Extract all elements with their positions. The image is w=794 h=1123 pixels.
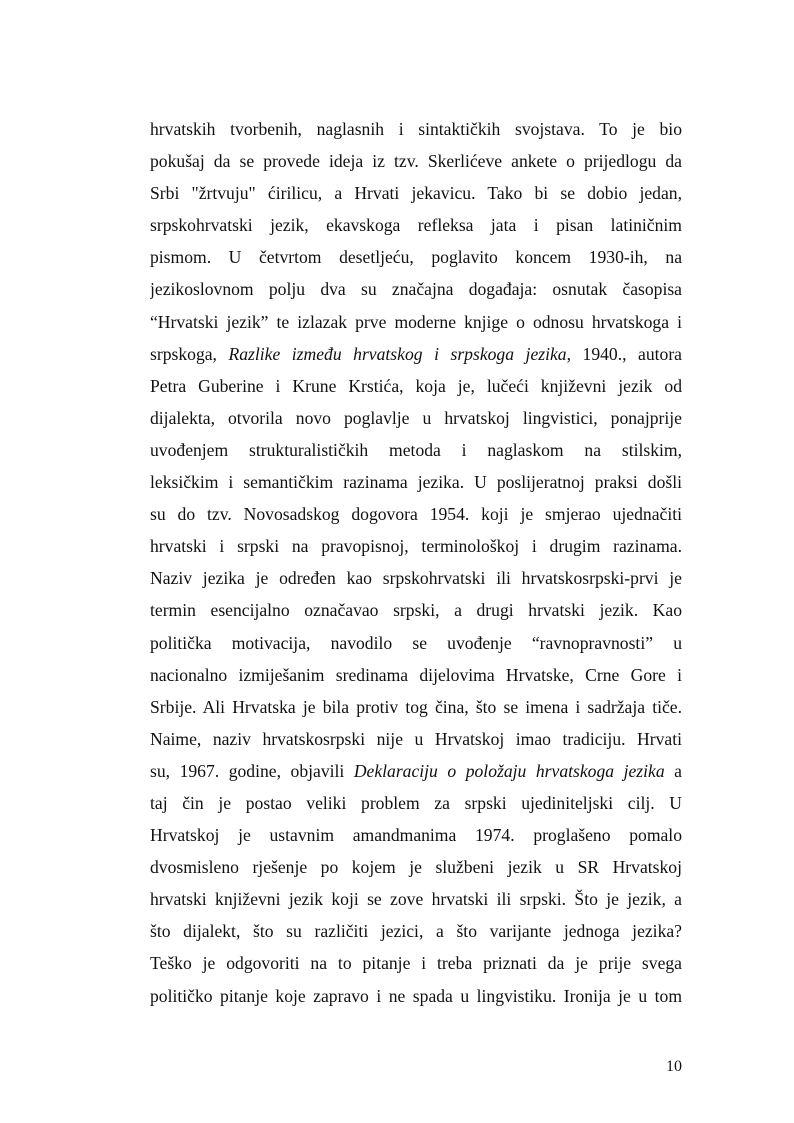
text-line bbox=[150, 434, 682, 466]
page-number: 10 bbox=[666, 1058, 682, 1075]
text-run: Naziv jezika je određen kao srpskohrvatski ili hrvatskosrpski-prvi je bbox=[150, 568, 682, 589]
text-run: političko pitanje koje zapravo i ne spada u lingvistiku. Ironija je u tom bbox=[150, 985, 682, 1006]
text-run: srpskoga, bbox=[150, 343, 229, 364]
text-run: Petra Guberine i Krune Krstića, koja je, lučeći književni jezik od bbox=[150, 375, 682, 396]
text-run: Hrvatskoj je ustavnim amandmanima 1974. proglašeno pomalo bbox=[150, 825, 682, 846]
text-run: hrvatski i srpski na pravopisnoj, terminološkoj i drugim razinama. bbox=[150, 536, 682, 557]
text-run: Srbi "žrtvuju" ćirilicu, a Hrvati jekavicu. Tako bi se dobio jedan, bbox=[150, 183, 682, 204]
text-run: Teško je odgovoriti na to pitanje i treba priznati da je prije svega bbox=[150, 953, 682, 974]
text-line bbox=[150, 980, 682, 1012]
text-line bbox=[150, 787, 682, 819]
text-run: Srbije. Ali Hrvatska je bila protiv tog čina, što se imena i sadržaja tiče. bbox=[150, 696, 682, 717]
text-line bbox=[150, 691, 682, 723]
text-line bbox=[150, 306, 682, 338]
text-run: leksičkim i semantičkim razinama jezika. U poslijeratnoj praksi došli bbox=[150, 472, 682, 493]
text-line bbox=[150, 273, 682, 305]
text-run: jezikoslovnom polju dva su značajna događaja: osnutak časopisa bbox=[150, 279, 682, 300]
text-run: hrvatski književni jezik koji se zove hrvatski ili srpski. Što je jezik, a bbox=[150, 889, 682, 910]
text-line bbox=[150, 466, 682, 498]
text-line bbox=[150, 883, 682, 915]
text-line bbox=[150, 947, 682, 979]
text-run: pismom. U četvrtom desetljeću, poglavito koncem 1930-ih, na bbox=[150, 247, 682, 268]
text-line bbox=[150, 627, 682, 659]
text-line bbox=[150, 209, 682, 241]
text-line bbox=[150, 113, 682, 145]
text-run: politička motivacija, navodilo se uvođenje “ravnopravnosti” u bbox=[150, 632, 682, 653]
text-run: , 1940., autora bbox=[566, 343, 682, 364]
text-line bbox=[150, 594, 682, 626]
text-run: nacionalno izmiješanim sredinama dijelovima Hrvatske, Crne Gore i bbox=[150, 664, 682, 685]
text-line bbox=[150, 915, 682, 947]
body-text bbox=[150, 113, 682, 1012]
text-run: dijalekta, otvorila novo poglavlje u hrvatskoj lingvistici, ponajprije bbox=[150, 407, 682, 428]
text-line bbox=[150, 338, 682, 370]
text-line bbox=[150, 241, 682, 273]
text-run: uvođenjem strukturalističkih metoda i naglaskom na stilskim, bbox=[150, 439, 682, 460]
text-line bbox=[150, 145, 682, 177]
text-run: Naime, naziv hrvatskosrpski nije u Hrvatskoj imao tradiciju. Hrvati bbox=[150, 728, 682, 749]
text-run: “Hrvatski jezik” te izlazak prve moderne knjige o odnosu hrvatskoga i bbox=[150, 311, 682, 332]
text-line bbox=[150, 851, 682, 883]
text-line bbox=[150, 819, 682, 851]
text-run: termin esencijalno označavao srpski, a drugi hrvatski jezik. Kao bbox=[150, 600, 682, 621]
text-run: što dijalekt, što su različiti jezici, a što varijante jednoga jezika? bbox=[150, 921, 682, 942]
text-run: taj čin je postao veliki problem za srpski ujediniteljski cilj. U bbox=[150, 792, 682, 813]
text-line bbox=[150, 402, 682, 434]
text-line bbox=[150, 177, 682, 209]
text-run: pokušaj da se provede ideja iz tzv. Skerlićeve ankete o prijedlogu da bbox=[150, 151, 682, 172]
text-run: srpskohrvatski jezik, ekavskoga refleksa jata i pisan latiničnim bbox=[150, 215, 682, 236]
text-line bbox=[150, 562, 682, 594]
text-line bbox=[150, 659, 682, 691]
text-run: su, 1967. godine, objavili bbox=[150, 760, 354, 781]
italic-title: Deklaraciju o položaju hrvatskoga jezika bbox=[353, 760, 665, 781]
text-run: hrvatskih tvorbenih, naglasnih i sintaktičkih svojstava. To je bio bbox=[150, 119, 682, 139]
text-line bbox=[150, 755, 682, 787]
text-line bbox=[150, 498, 682, 530]
text-line bbox=[150, 530, 682, 562]
text-line bbox=[150, 370, 682, 402]
italic-title: Razlike između hrvatskog i srpskoga jezika bbox=[228, 343, 567, 364]
text-run: a bbox=[664, 760, 682, 781]
text-run: dvosmisleno rješenje po kojem je službeni jezik u SR Hrvatskoj bbox=[150, 857, 682, 878]
text-run: su do tzv. Novosadskog dogovora 1954. koji je smjerao ujednačiti bbox=[150, 504, 682, 525]
text-line bbox=[150, 723, 682, 755]
